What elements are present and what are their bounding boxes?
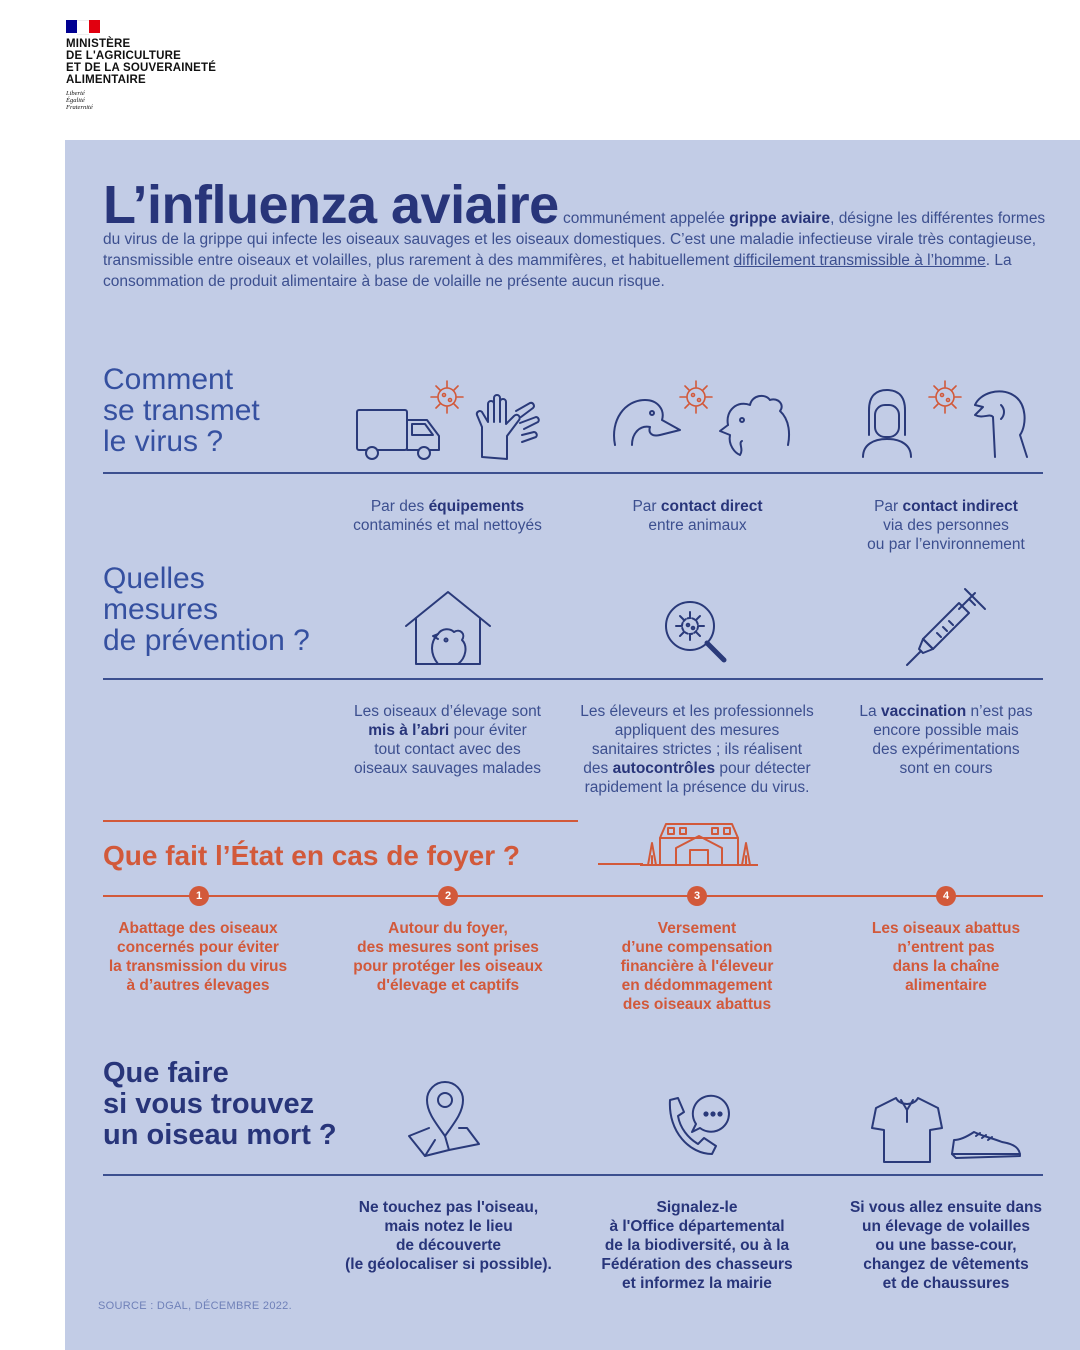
step-3-text: Versement d’une compensation financière à l'éleveur en dédommagement des oiseaux abattus <box>620 920 774 1013</box>
step-1-text: Abattage des oiseaux concernés pour éviter la transmission du virus à d’autres élevages <box>108 920 288 994</box>
transmission-divider <box>103 472 1043 474</box>
goose-chicken-virus-icon <box>610 375 795 465</box>
step-4-badge: 4 <box>936 886 956 906</box>
ministry-logo <box>66 20 266 111</box>
transmission-link[interactable]: difficilement transmissible à l’homme <box>733 252 986 269</box>
dead-bird-caption-report: Signalez-le à l'Office départemental de la biodiversité, ou à la Fédération des chasseurs et informez la mairie <box>601 1199 793 1292</box>
prevention-title: Quelles mesures de prévention ? <box>103 562 310 657</box>
state-title: Que fait l’État en cas de foyer ? <box>103 840 521 871</box>
ministry-name: MINISTÈRE DE L'AGRICULTURE ET DE LA SOUVERAINETÉ ALIMENTAIRE <box>66 38 217 86</box>
french-flag-icon <box>66 20 100 33</box>
page-title: L’influenza aviaire <box>103 175 559 235</box>
dead-bird-caption-location: Ne touchez pas l'oiseau, mais notez le lieu de découverte (le géolocaliser si possible). <box>345 1199 552 1273</box>
virus-magnifier-icon <box>662 598 734 668</box>
transmission-caption-direct: Par contact direct entre animaux <box>632 498 763 534</box>
state-top-rule <box>103 820 578 822</box>
republic-motto: Liberté Égalité Fraternité <box>66 90 93 111</box>
person-virus-icon <box>855 375 1040 465</box>
step-2-badge: 2 <box>438 886 458 906</box>
dead-bird-divider <box>103 1174 1043 1176</box>
step-3-badge: 3 <box>687 886 707 906</box>
transmission-title: Comment se transmet le virus ? <box>103 363 260 458</box>
dead-bird-title: Que faire si vous trouvez un oiseau mort ? <box>103 1057 337 1151</box>
map-location-pin-icon <box>405 1078 485 1160</box>
source-note: SOURCE : DGAL, DÉCEMBRE 2022. <box>98 1300 292 1312</box>
truck-and-glove-virus-icon <box>352 375 547 465</box>
steps-timeline <box>103 895 1043 897</box>
transmission-caption-equipment: Par des équipements contaminés et mal nettoyés <box>353 498 542 534</box>
step-1-badge: 1 <box>189 886 209 906</box>
transmission-caption-indirect: Par contact indirect via des personnes ou par l’environnement <box>867 498 1025 553</box>
prevention-caption-controls: Les éleveurs et les professionnels appliquent des mesures sanitaires strictes ; ils réalisent des autocontrôles pour détecter rapidement la présence du virus. <box>580 703 814 796</box>
prevention-caption-shelter: Les oiseaux d’élevage sont mis à l’abri pour éviter tout contact avec des oiseaux sauvages malades <box>354 703 541 777</box>
step-4-text: Les oiseaux abattus n’entrent pas dans la chaîne alimentaire <box>871 920 1021 994</box>
intro-paragraph: L’influenza aviaire communément appelée grippe aviaire, désigne les différentes formes du virus de la grippe qui infecte les oiseaux sauvages et les oiseaux domestiques. C’est une maladie infectieuse virale très contagieuse, transmissible entre oiseaux et volailles, plus rarement à des mammifères, et habituellement difficilement transmissible à l’homme. La consommation de produit alimentaire à base de volaille ne présente aucun risque. <box>103 175 1046 290</box>
prevention-caption-vaccination: La vaccination n’est pas encore possible mais des expérimentations sont en cours <box>859 703 1033 777</box>
phone-call-icon <box>660 1092 735 1164</box>
state-title-rule <box>598 863 643 865</box>
prevention-divider <box>103 678 1043 680</box>
dead-bird-caption-clothes: Si vous allez ensuite dans un élevage de volailles ou une basse-cour, changez de vêtements et de chaussures <box>849 1199 1043 1292</box>
shirt-and-shoe-icon <box>868 1092 1028 1164</box>
vaccine-syringe-icon <box>903 585 989 669</box>
sheltered-chicken-house-icon <box>402 588 494 668</box>
farm-building-icon <box>640 818 758 868</box>
step-2-text: Autour du foyer, des mesures sont prises pour protéger les oiseaux d'élevage et captifs <box>353 920 543 994</box>
